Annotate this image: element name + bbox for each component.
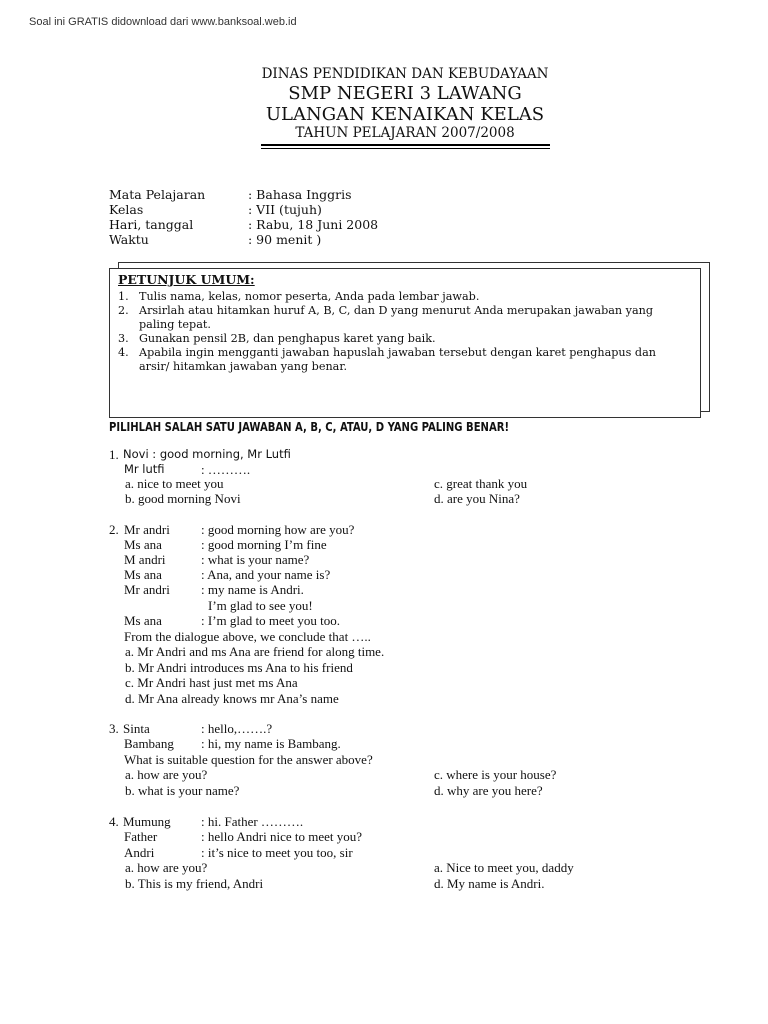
q3-option-d[interactable]: d. why are you here? xyxy=(434,783,543,798)
q3-number: 3. xyxy=(109,721,119,736)
q4-speaker-2: Father xyxy=(124,829,158,844)
header-agency: DINAS PENDIDIKAN DAN KEBUDAYAAN xyxy=(261,66,549,82)
info-value-time: : 90 menit ) xyxy=(248,232,322,247)
q2-line-7: : I’m glad to meet you too. xyxy=(201,613,341,628)
instruction-num-3: 3. xyxy=(118,332,129,345)
q4-number: 4. xyxy=(109,814,119,829)
q1-option-a[interactable]: a. nice to meet you xyxy=(125,476,224,491)
instruction-item-4-cont: arsir/ hitamkan jawaban yang benar. xyxy=(139,360,347,373)
q2-number: 2. xyxy=(109,522,119,537)
q4-line-1: : hi. Father ………. xyxy=(201,814,304,829)
header-divider-thin xyxy=(261,148,550,149)
q4-line-3: : it’s nice to meet you too, sir xyxy=(201,845,353,860)
q4-option-d[interactable]: d. My name is Andri. xyxy=(434,876,545,891)
q1-option-d[interactable]: d. are you Nina? xyxy=(434,491,520,506)
instruction-item-4: Apabila ingin mengganti jawaban hapuslah jawaban tersebut dengan karet penghapus dan xyxy=(139,346,656,359)
q4-line-2: : hello Andri nice to meet you? xyxy=(201,829,363,844)
instruction-num-4: 4. xyxy=(118,346,129,359)
q4-option-b[interactable]: b. This is my friend, Andri xyxy=(125,876,264,891)
section-title: PILIHLAH SALAH SATU JAWABAN A, B, C, ATAU, D YANG PALING BENAR! xyxy=(109,420,510,434)
q1-dialog2: : ………. xyxy=(201,462,251,477)
q2-speaker-2: Ms ana xyxy=(124,537,162,552)
q3-line-1: : hello,…….? xyxy=(201,721,273,736)
info-label-date: Hari, tanggal xyxy=(109,217,194,232)
q2-speaker-7: Ms ana xyxy=(124,613,162,628)
q1-speaker2: Mr lutfi xyxy=(124,462,165,476)
q2-line-2: : good morning I’m fine xyxy=(201,537,327,552)
watermark-text: Soal ini GRATIS didownload dari www.banksoal.web.id xyxy=(29,16,297,28)
q3-speaker-1: Sinta xyxy=(123,721,150,736)
q2-line-3: : what is your name? xyxy=(201,552,310,567)
info-value-class: : VII (tujuh) xyxy=(248,202,322,217)
header-school-year: TAHUN PELAJARAN 2007/2008 xyxy=(295,125,515,141)
q2-question: From the dialogue above, we conclude that ….. xyxy=(124,629,371,644)
q3-speaker-2: Bambang xyxy=(124,736,174,751)
q3-option-c[interactable]: c. where is your house? xyxy=(434,767,557,782)
q3-line-2: : hi, my name is Bambang. xyxy=(201,736,341,751)
q2-speaker-3: M andri xyxy=(124,552,166,567)
q2-speaker-4: Ms ana xyxy=(124,567,162,582)
instruction-item-2: Arsirlah atau hitamkan huruf A, B, C, dan D yang menurut Anda merupakan jawaban yang xyxy=(139,304,654,317)
instruction-item-2-cont: paling tepat. xyxy=(139,318,211,331)
header-divider xyxy=(261,144,550,146)
q1-line1: Novi : good morning, Mr Lutfi xyxy=(123,447,291,461)
q2-option-a[interactable]: a. Mr Andri and ms Ana are friend for along time. xyxy=(125,644,385,659)
info-label-subject: Mata Pelajaran xyxy=(109,187,206,202)
q2-line-6: I’m glad to see you! xyxy=(208,598,313,613)
q3-option-a[interactable]: a. how are you? xyxy=(125,767,208,782)
q2-speaker-1: Mr andri xyxy=(124,522,170,537)
instruction-item-3: Gunakan pensil 2B, dan penghapus karet yang baik. xyxy=(139,332,436,345)
instruction-num-1: 1. xyxy=(118,290,129,303)
q4-speaker-3: Andri xyxy=(124,845,155,860)
info-value-subject: : Bahasa Inggris xyxy=(248,187,352,202)
q2-option-d[interactable]: d. Mr Ana already knows mr Ana’s name xyxy=(125,691,339,706)
instruction-title: PETUNJUK UMUM: xyxy=(118,272,255,287)
q2-speaker-5: Mr andri xyxy=(124,582,170,597)
q1-number: 1. xyxy=(109,447,119,462)
info-label-time: Waktu xyxy=(109,232,149,247)
q1-option-b[interactable]: b. good morning Novi xyxy=(125,491,241,506)
q3-question: What is suitable question for the answer above? xyxy=(124,752,373,767)
q4-speaker-1: Mumung xyxy=(123,814,171,829)
q2-option-c[interactable]: c. Mr Andri hast just met ms Ana xyxy=(125,675,298,690)
q4-option-c[interactable]: a. Nice to meet you, daddy xyxy=(434,860,574,875)
header-exam-title: ULANGAN KENAIKAN KELAS xyxy=(265,104,545,125)
q3-option-b[interactable]: b. what is your name? xyxy=(125,783,240,798)
header-school: SMP NEGERI 3 LAWANG xyxy=(288,83,522,104)
q2-line-5: : my name is Andri. xyxy=(201,582,304,597)
q4-option-a[interactable]: a. how are you? xyxy=(125,860,208,875)
q2-line-4: : Ana, and your name is? xyxy=(201,567,331,582)
q1-option-c[interactable]: c. great thank you xyxy=(434,476,528,491)
q2-option-b[interactable]: b. Mr Andri introduces ms Ana to his friend xyxy=(125,660,353,675)
info-value-date: : Rabu, 18 Juni 2008 xyxy=(248,217,379,232)
instruction-num-2: 2. xyxy=(118,304,129,317)
info-label-class: Kelas xyxy=(109,202,144,217)
instruction-item-1: Tulis nama, kelas, nomor peserta, Anda pada lembar jawab. xyxy=(139,290,480,303)
q2-line-1: : good morning how are you? xyxy=(201,522,355,537)
